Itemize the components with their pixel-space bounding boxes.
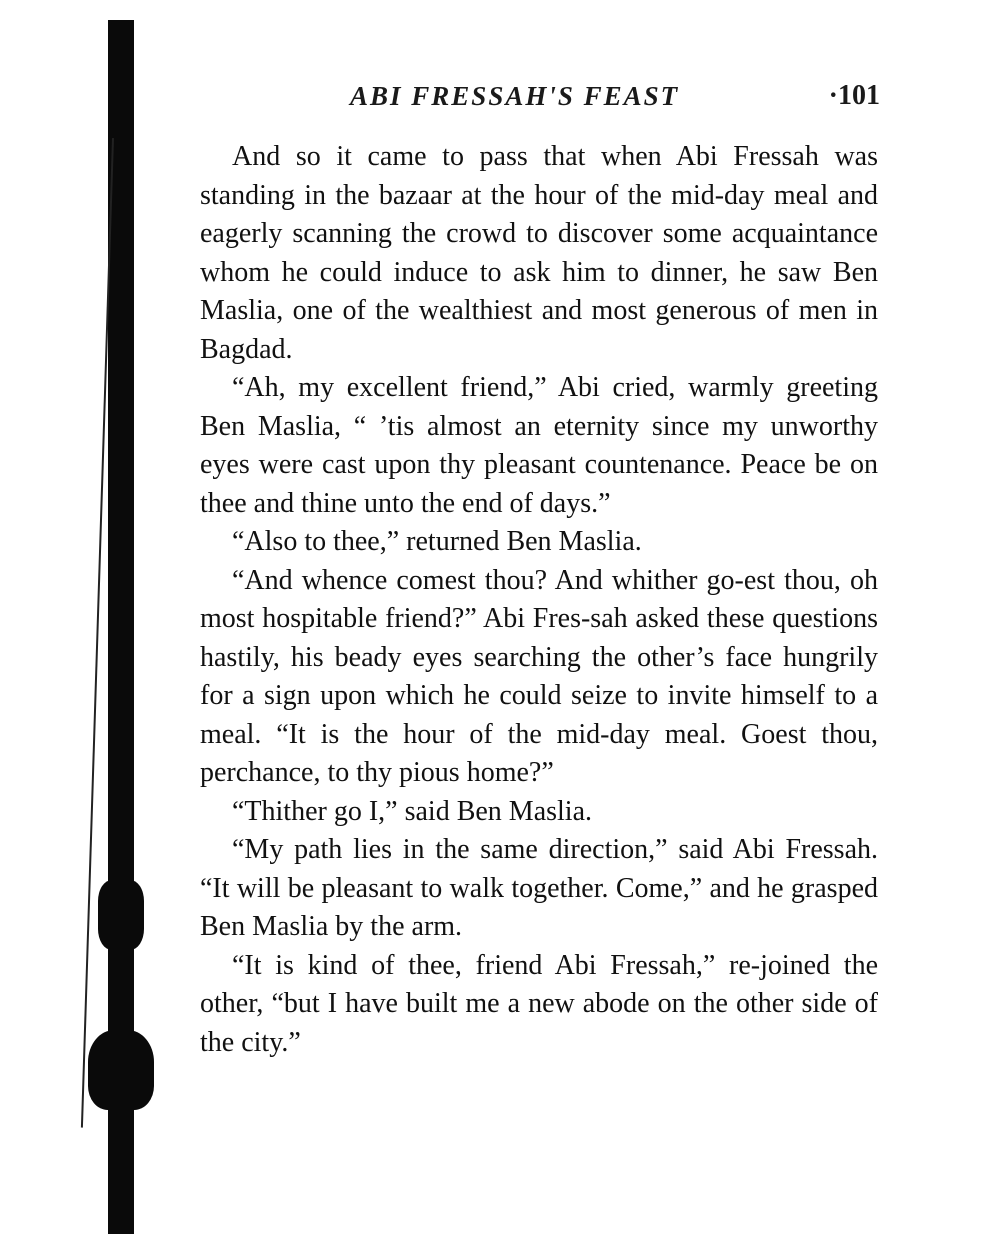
paragraph: “Also to thee,” returned Ben Maslia. (232, 526, 642, 557)
paragraph: “And whence comest thou? And whither go-est thou, oh most hospitable friend?” Abi Fres-sah asked these questions hastily, his beady eyes searching the other’s face hungrily for a sign upon which he could seize to invite himself to a meal. “It is the hour of the mid-day meal. Goest thou, perchance, to thy pious home?” (200, 564, 878, 788)
paragraph: “Thither go I,” said Ben Maslia. (232, 795, 593, 827)
running-title: ABI FRESSAH'S FEAST (350, 81, 680, 111)
paragraph: And so it came to pass that when Abi Fressah was standing in the bazaar at the hour of the mid-day meal and eagerly scanning the crowd to discover some acquaintance whom he could induce to ask him to dinner, he saw Ben Maslia, one of the wealthiest and most generous of men in Bagdad. (200, 141, 878, 365)
paragraph: “My path lies in the same direction,” said Abi Fressah. “It will be pleasant to walk together. Come,” and he grasped Ben Maslia by the arm. (200, 834, 878, 942)
paragraph: “It is kind of thee, friend Abi Fressah,” re-joined the other, “but I have built me a new abode on the other side of the city.” (200, 949, 878, 1058)
body-text (200, 138, 878, 1062)
spine-line (81, 138, 114, 1128)
paragraph: “Ah, my excellent friend,” Abi cried, warmly greeting Ben Maslia, “ ’tis almost an eternity since my unworthy eyes were cast upon thy pleasant countenance. Peace be on thee and thine unto the end of days.” (200, 372, 878, 519)
running-header (200, 76, 880, 116)
page-binding-edge (108, 20, 134, 1234)
page-number: ·101 (828, 80, 880, 111)
